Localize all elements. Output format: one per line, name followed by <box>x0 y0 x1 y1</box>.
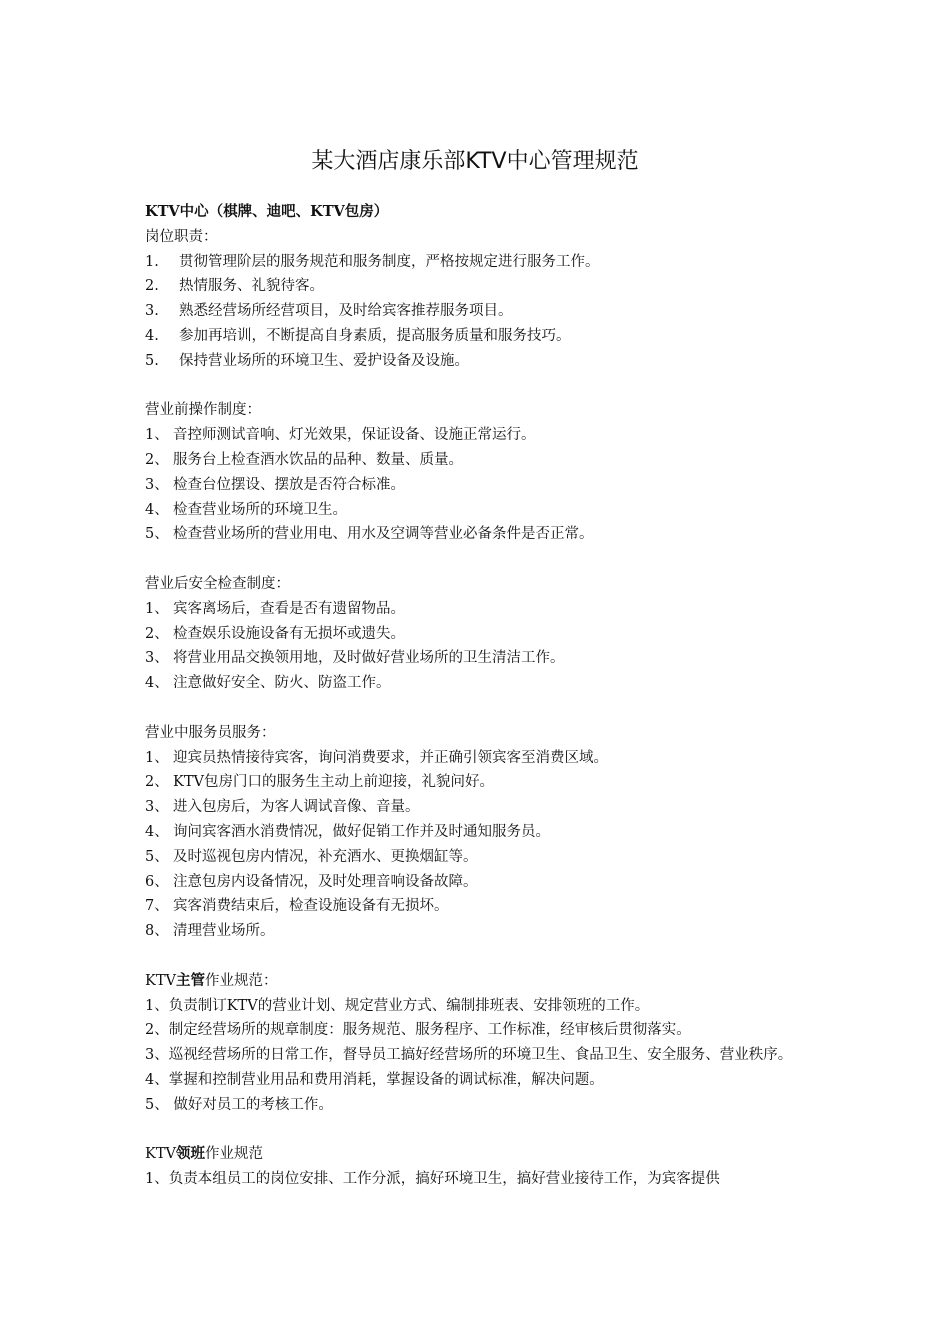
list-item <box>145 870 825 895</box>
paragraph-gap <box>145 374 825 399</box>
document-body <box>145 200 825 1192</box>
foreman-heading-bold: 领班 <box>175 1145 205 1163</box>
list-item-number: 5、 <box>145 526 169 543</box>
list-item-text: 参加再培训，不断提高自身素质，提高服务质量和服务技巧。 <box>179 327 571 344</box>
supervisor-heading-suffix: 作业规范： <box>204 972 278 989</box>
paragraph-gap <box>145 696 825 721</box>
list-item-number: 4、 <box>145 823 169 840</box>
list-item-text: KTV包房门口的服务生主动上前迎接，礼貌问好。 <box>173 774 494 791</box>
list-item <box>145 597 825 622</box>
list-item-text: 服务台上检查酒水饮品的品种、数量、质量。 <box>173 451 463 468</box>
supervisor-heading <box>145 969 825 994</box>
list-item-number: 4、 <box>145 501 169 518</box>
list-item-text: 进入包房后，为客人调试音像、音量。 <box>173 799 420 816</box>
list-item-number: 5. <box>145 352 159 369</box>
list-item: 4、掌握和控制营业用品和费用消耗，掌握设备的调试标准，解决问题。 <box>145 1071 604 1088</box>
list-item-number: 4、 <box>145 675 169 692</box>
list-item-text: 检查娱乐设施设备有无损坏或遗失。 <box>173 625 405 642</box>
list-item <box>145 919 825 944</box>
list-item-number: 8、 <box>145 923 169 940</box>
list-item <box>145 274 825 299</box>
list-item-text: 注意包房内设备情况，及时处理音响设备故障。 <box>173 873 478 890</box>
duties-heading: 岗位职责： <box>145 228 218 245</box>
list-item <box>145 646 825 671</box>
list-item-text: 及时巡视包房内情况，补充酒水、更换烟缸等。 <box>173 848 478 865</box>
list-item <box>145 498 825 523</box>
paragraph-gap <box>145 1117 825 1142</box>
list-item <box>145 746 825 771</box>
supervisor-heading-bold: 主管 <box>175 971 205 989</box>
list-item-text: 宾客离场后，查看是否有遗留物品。 <box>173 600 405 617</box>
list-item <box>145 324 825 349</box>
list-item <box>145 349 825 374</box>
list-item-text: 音控师测试音响、灯光效果，保证设备、设施正常运行。 <box>173 427 536 444</box>
list-item <box>145 894 825 919</box>
list-item-number: 3、 <box>145 650 169 667</box>
list-item-text: 保持营业场所的环境卫生、爱护设备及设施。 <box>179 352 469 369</box>
list-item <box>145 622 825 647</box>
list-item-number: 3、 <box>145 799 169 816</box>
list-item <box>145 250 825 275</box>
foreman-heading-prefix: KTV <box>145 1146 176 1163</box>
list-item-text: 询问宾客酒水消费情况，做好促销工作并及时通知服务员。 <box>173 823 550 840</box>
list-item-number: 1、 <box>145 749 169 766</box>
paragraph-gap <box>145 547 825 572</box>
list-item-text: 清理营业场所。 <box>173 923 275 940</box>
list-item: 1、负责制订KTV的营业计划、规定营业方式、编制排班表、安排领班的工作。 <box>145 997 650 1014</box>
document-title: 某大酒店康乐部KTV中心管理规范 <box>311 149 639 174</box>
list-item-number: 3、 <box>145 476 169 493</box>
list-item <box>145 423 825 448</box>
foreman-heading-suffix: 作业规范 <box>204 1146 263 1163</box>
list-item: 1、负责本组员工的岗位安排、工作分派，搞好环境卫生，搞好营业接待工作，为宾客提供 <box>145 1171 720 1188</box>
list-item <box>145 299 825 324</box>
list-item-text: 迎宾员热情接待宾客，询问消费要求，并正确引领宾客至消费区域。 <box>173 749 608 766</box>
list-item-number: 2、 <box>145 774 169 791</box>
list-item-text: 熟悉经营场所经营项目，及时给宾客推荐服务项目。 <box>179 303 513 320</box>
in-service-heading: 营业中服务员服务： <box>145 724 276 741</box>
list-item-text: 检查台位摆设、摆放是否符合标准。 <box>173 476 405 493</box>
list-item <box>145 671 825 696</box>
list-item-text: 将营业用品交换领用地，及时做好营业场所的卫生清洁工作。 <box>173 650 565 667</box>
post-safety-heading: 营业后安全检查制度： <box>145 575 290 592</box>
list-item-number: 5、 <box>145 848 169 865</box>
list-item-number: 6、 <box>145 873 169 890</box>
section-heading-ktv-center: KTV中心（棋牌、迪吧、KTV包房） <box>145 203 389 220</box>
list-item-number: 2、 <box>145 451 169 468</box>
list-item: 2、制定经营场所的规章制度：服务规范、服务程序、工作标准，经审核后贯彻落实。 <box>145 1022 691 1039</box>
list-item-text: 宾客消费结束后，检查设施设备有无损坏。 <box>173 898 449 915</box>
list-item-number: 1、 <box>145 600 169 617</box>
list-item <box>145 473 825 498</box>
list-item-number: 7、 <box>145 898 169 915</box>
list-item: 3、巡视经营场所的日常工作，督导员工搞好经营场所的环境卫生、食品卫生、安全服务、营业秩序。 <box>145 1047 793 1064</box>
list-item <box>145 448 825 473</box>
list-item-number: 4. <box>145 327 159 344</box>
list-item-text: 检查营业场所的营业用电、用水及空调等营业必备条件是否正常。 <box>173 526 594 543</box>
list-item <box>145 820 825 845</box>
list-item-number: 2、 <box>145 625 169 642</box>
list-item-text: 热情服务、礼貌待客。 <box>179 278 324 295</box>
list-item <box>145 845 825 870</box>
list-item-text: 注意做好安全、防火、防盗工作。 <box>173 675 391 692</box>
list-item-number: 3. <box>145 303 159 320</box>
list-item <box>145 522 825 547</box>
list-item-text: 检查营业场所的环境卫生。 <box>173 501 347 518</box>
list-item-number: 1、 <box>145 427 169 444</box>
list-item-number: 1. <box>145 253 159 270</box>
paragraph-gap <box>145 944 825 969</box>
pre-operation-heading: 营业前操作制度： <box>145 402 261 419</box>
list-item-text: 贯彻管理阶层的服务规范和服务制度，严格按规定进行服务工作。 <box>179 253 600 270</box>
list-item <box>145 770 825 795</box>
list-item-number: 2. <box>145 278 159 295</box>
foreman-heading <box>145 1142 825 1167</box>
list-item: 5、 做好对员工的考核工作。 <box>145 1096 333 1113</box>
supervisor-heading-prefix: KTV <box>145 972 176 989</box>
list-item <box>145 795 825 820</box>
